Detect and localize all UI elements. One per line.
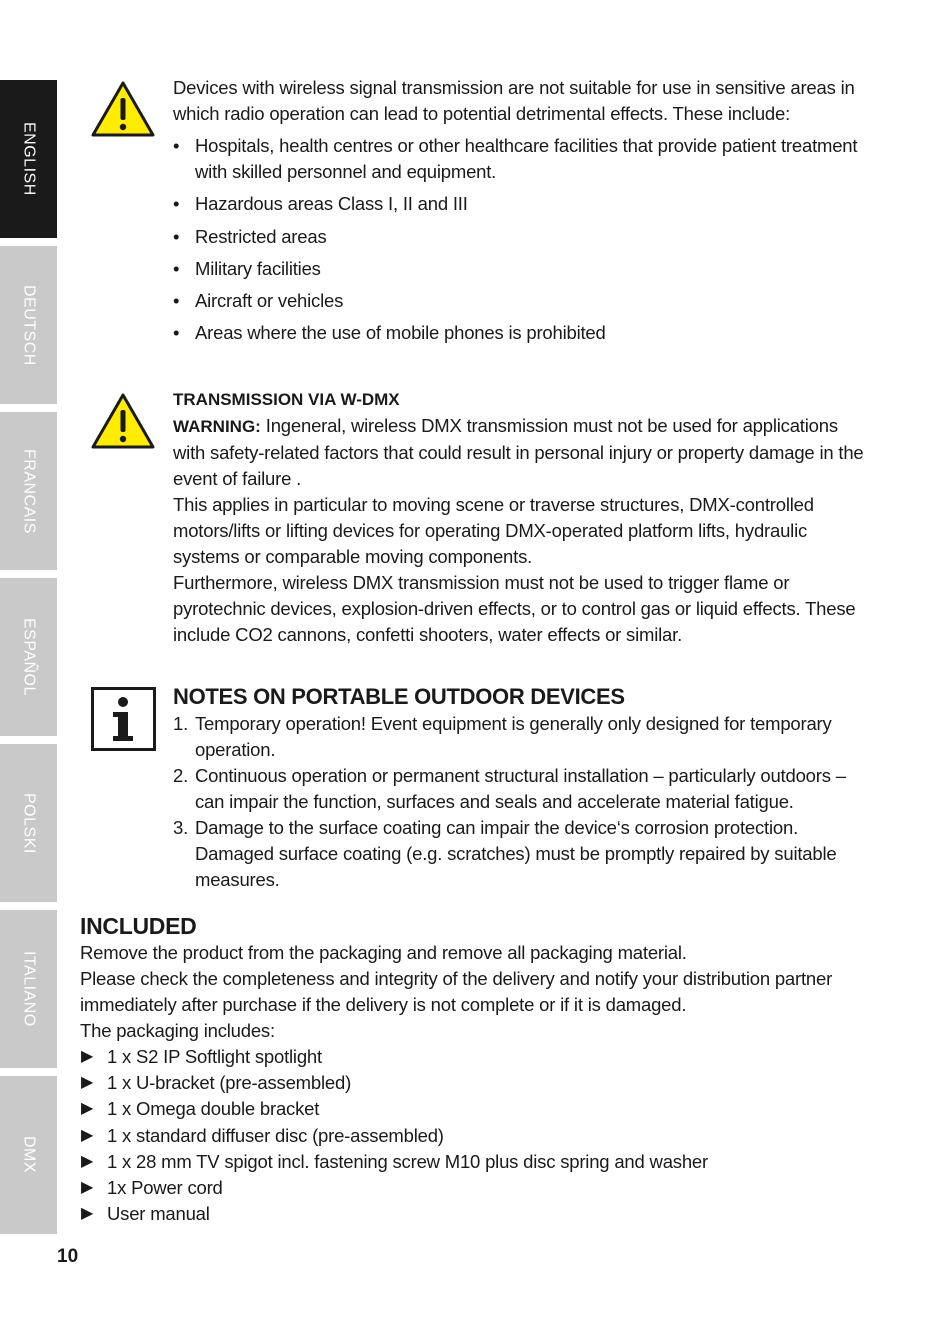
list-item: • Hazardous areas Class I, II and III	[173, 191, 873, 217]
tab-label: DEUTSCH	[20, 284, 38, 366]
paragraph: Please check the completeness and integrity of the delivery and notify your distribution partner immediately after purchase if the delivery is not complete or if it is damaged.	[80, 968, 833, 1015]
wireless-intro: Devices with wireless signal transmission are not suitable for use in sensitive areas in which radio operation can lead to potential detrimental effects. These include:	[173, 77, 855, 124]
list-item	[80, 1096, 870, 1122]
list-item	[173, 711, 873, 763]
list-item	[80, 1044, 870, 1070]
triangle-bullet-icon: ▶	[81, 1100, 94, 1118]
triangle-bullet-icon: ▶	[81, 1048, 94, 1065]
warning-triangle-icon	[90, 392, 156, 450]
paragraph: The packaging includes:	[80, 1020, 275, 1041]
triangle-bullet-icon: ▶	[81, 1205, 94, 1223]
page-number: 10	[57, 1246, 79, 1267]
warning-text: Ingeneral, wireless DMX transmission must not be used for applications with safety-related factors that could result in personal injury or property damage in the event of failure .	[173, 415, 864, 489]
section-heading: TRANSMISSION VIA W-DMX	[173, 390, 400, 409]
paragraph: Furthermore, wireless DMX transmission must not be used to trigger flame or pyrotechnic devices, explosion-driven effects, or to control gas or liquid effects. These include CO2 cannons, confetti shooters, water effects or similar.	[173, 572, 856, 645]
list-item	[80, 1175, 870, 1201]
tab-francais[interactable]	[0, 412, 57, 570]
tab-espanol[interactable]	[0, 578, 57, 736]
tab-english[interactable]	[0, 80, 57, 238]
tab-label: ESPAÑOL	[20, 618, 38, 696]
list-item: • Areas where the use of mobile phones is prohibited	[173, 320, 873, 346]
triangle-bullet-icon: ▶	[81, 1152, 94, 1170]
triangle-bullet-icon: ▶	[81, 1074, 94, 1092]
item-text: 1 x S2 IP Softlight spotlight	[107, 1046, 322, 1067]
item-text: 1 x U-bracket (pre-assembled)	[107, 1072, 352, 1094]
wdmx-section	[173, 387, 873, 648]
notes-list	[173, 711, 873, 893]
section-heading: NOTES ON PORTABLE OUTDOOR DEVICES	[173, 684, 625, 709]
list-item	[80, 1201, 870, 1227]
list-item: • Hospitals, health centres or other healthcare facilities that provide patient treatment with skilled personnel and equipment.	[173, 133, 873, 185]
list-item: • Restricted areas	[173, 224, 873, 250]
item-text: 1 x standard diffuser disc (pre-assembled)	[107, 1124, 444, 1146]
list-item	[80, 1149, 870, 1175]
triangle-bullet-icon: ▶	[81, 1179, 94, 1197]
wireless-section	[173, 75, 873, 353]
included-section	[80, 912, 870, 1227]
list-item	[173, 763, 873, 815]
tab-deutsch[interactable]	[0, 246, 57, 404]
tab-label: FRANCAIS	[20, 448, 38, 534]
tab-polski[interactable]	[0, 744, 57, 902]
info-icon	[91, 687, 156, 751]
paragraph: This applies in particular to moving scene or traverse structures, DMX-controlled motors/lifts or lifting devices for operating DMX-operated platform lifts, hydraulic systems or comparable moving components.	[173, 494, 814, 567]
paragraph: Remove the product from the packaging and remove all packaging material.	[80, 942, 687, 963]
outdoor-section	[173, 683, 873, 893]
item-number: 3.	[173, 817, 189, 838]
item-text: 1x Power cord	[107, 1177, 223, 1199]
tab-dmx[interactable]	[0, 1076, 57, 1234]
item-text: 1 x Omega double bracket	[107, 1098, 320, 1120]
section-heading: INCLUDED	[80, 913, 197, 939]
list-item: • Aircraft or vehicles	[173, 288, 873, 314]
item-number: 2.	[173, 765, 189, 786]
wireless-list	[173, 133, 873, 346]
warning-triangle-icon	[90, 80, 156, 138]
list-item	[80, 1123, 870, 1149]
list-item	[80, 1070, 870, 1096]
item-text: Continuous operation or permanent structural installation – particularly outdoors – can impair the function, surfaces and seals and accelerate material fatigue.	[195, 765, 846, 812]
tab-label: POLSKI	[20, 792, 38, 854]
item-text: Damage to the surface coating can impair the device‘s corrosion protection. Damaged surface coating (e.g. scratches) must be promptly repaired by suitable measures.	[195, 817, 837, 890]
tab-label: ITALIANO	[20, 951, 38, 1027]
item-text: Temporary operation! Event equipment is generally only designed for temporary operation.	[195, 713, 832, 760]
included-list	[80, 1044, 870, 1227]
list-item	[173, 815, 873, 893]
item-number: 1.	[173, 713, 189, 734]
warning-label: WARNING:	[173, 417, 261, 436]
tab-label: ENGLISH	[20, 122, 38, 196]
item-text: 1 x 28 mm TV spigot incl. fastening screw M10 plus disc spring and washer	[107, 1150, 708, 1172]
tab-italiano[interactable]	[0, 910, 57, 1068]
tab-label: DMX	[20, 1136, 38, 1174]
warning-paragraph	[173, 413, 873, 492]
language-sidebar	[0, 80, 57, 1242]
item-text: User manual	[107, 1203, 210, 1225]
list-item: • Military facilities	[173, 256, 873, 282]
triangle-bullet-icon: ▶	[81, 1126, 94, 1144]
